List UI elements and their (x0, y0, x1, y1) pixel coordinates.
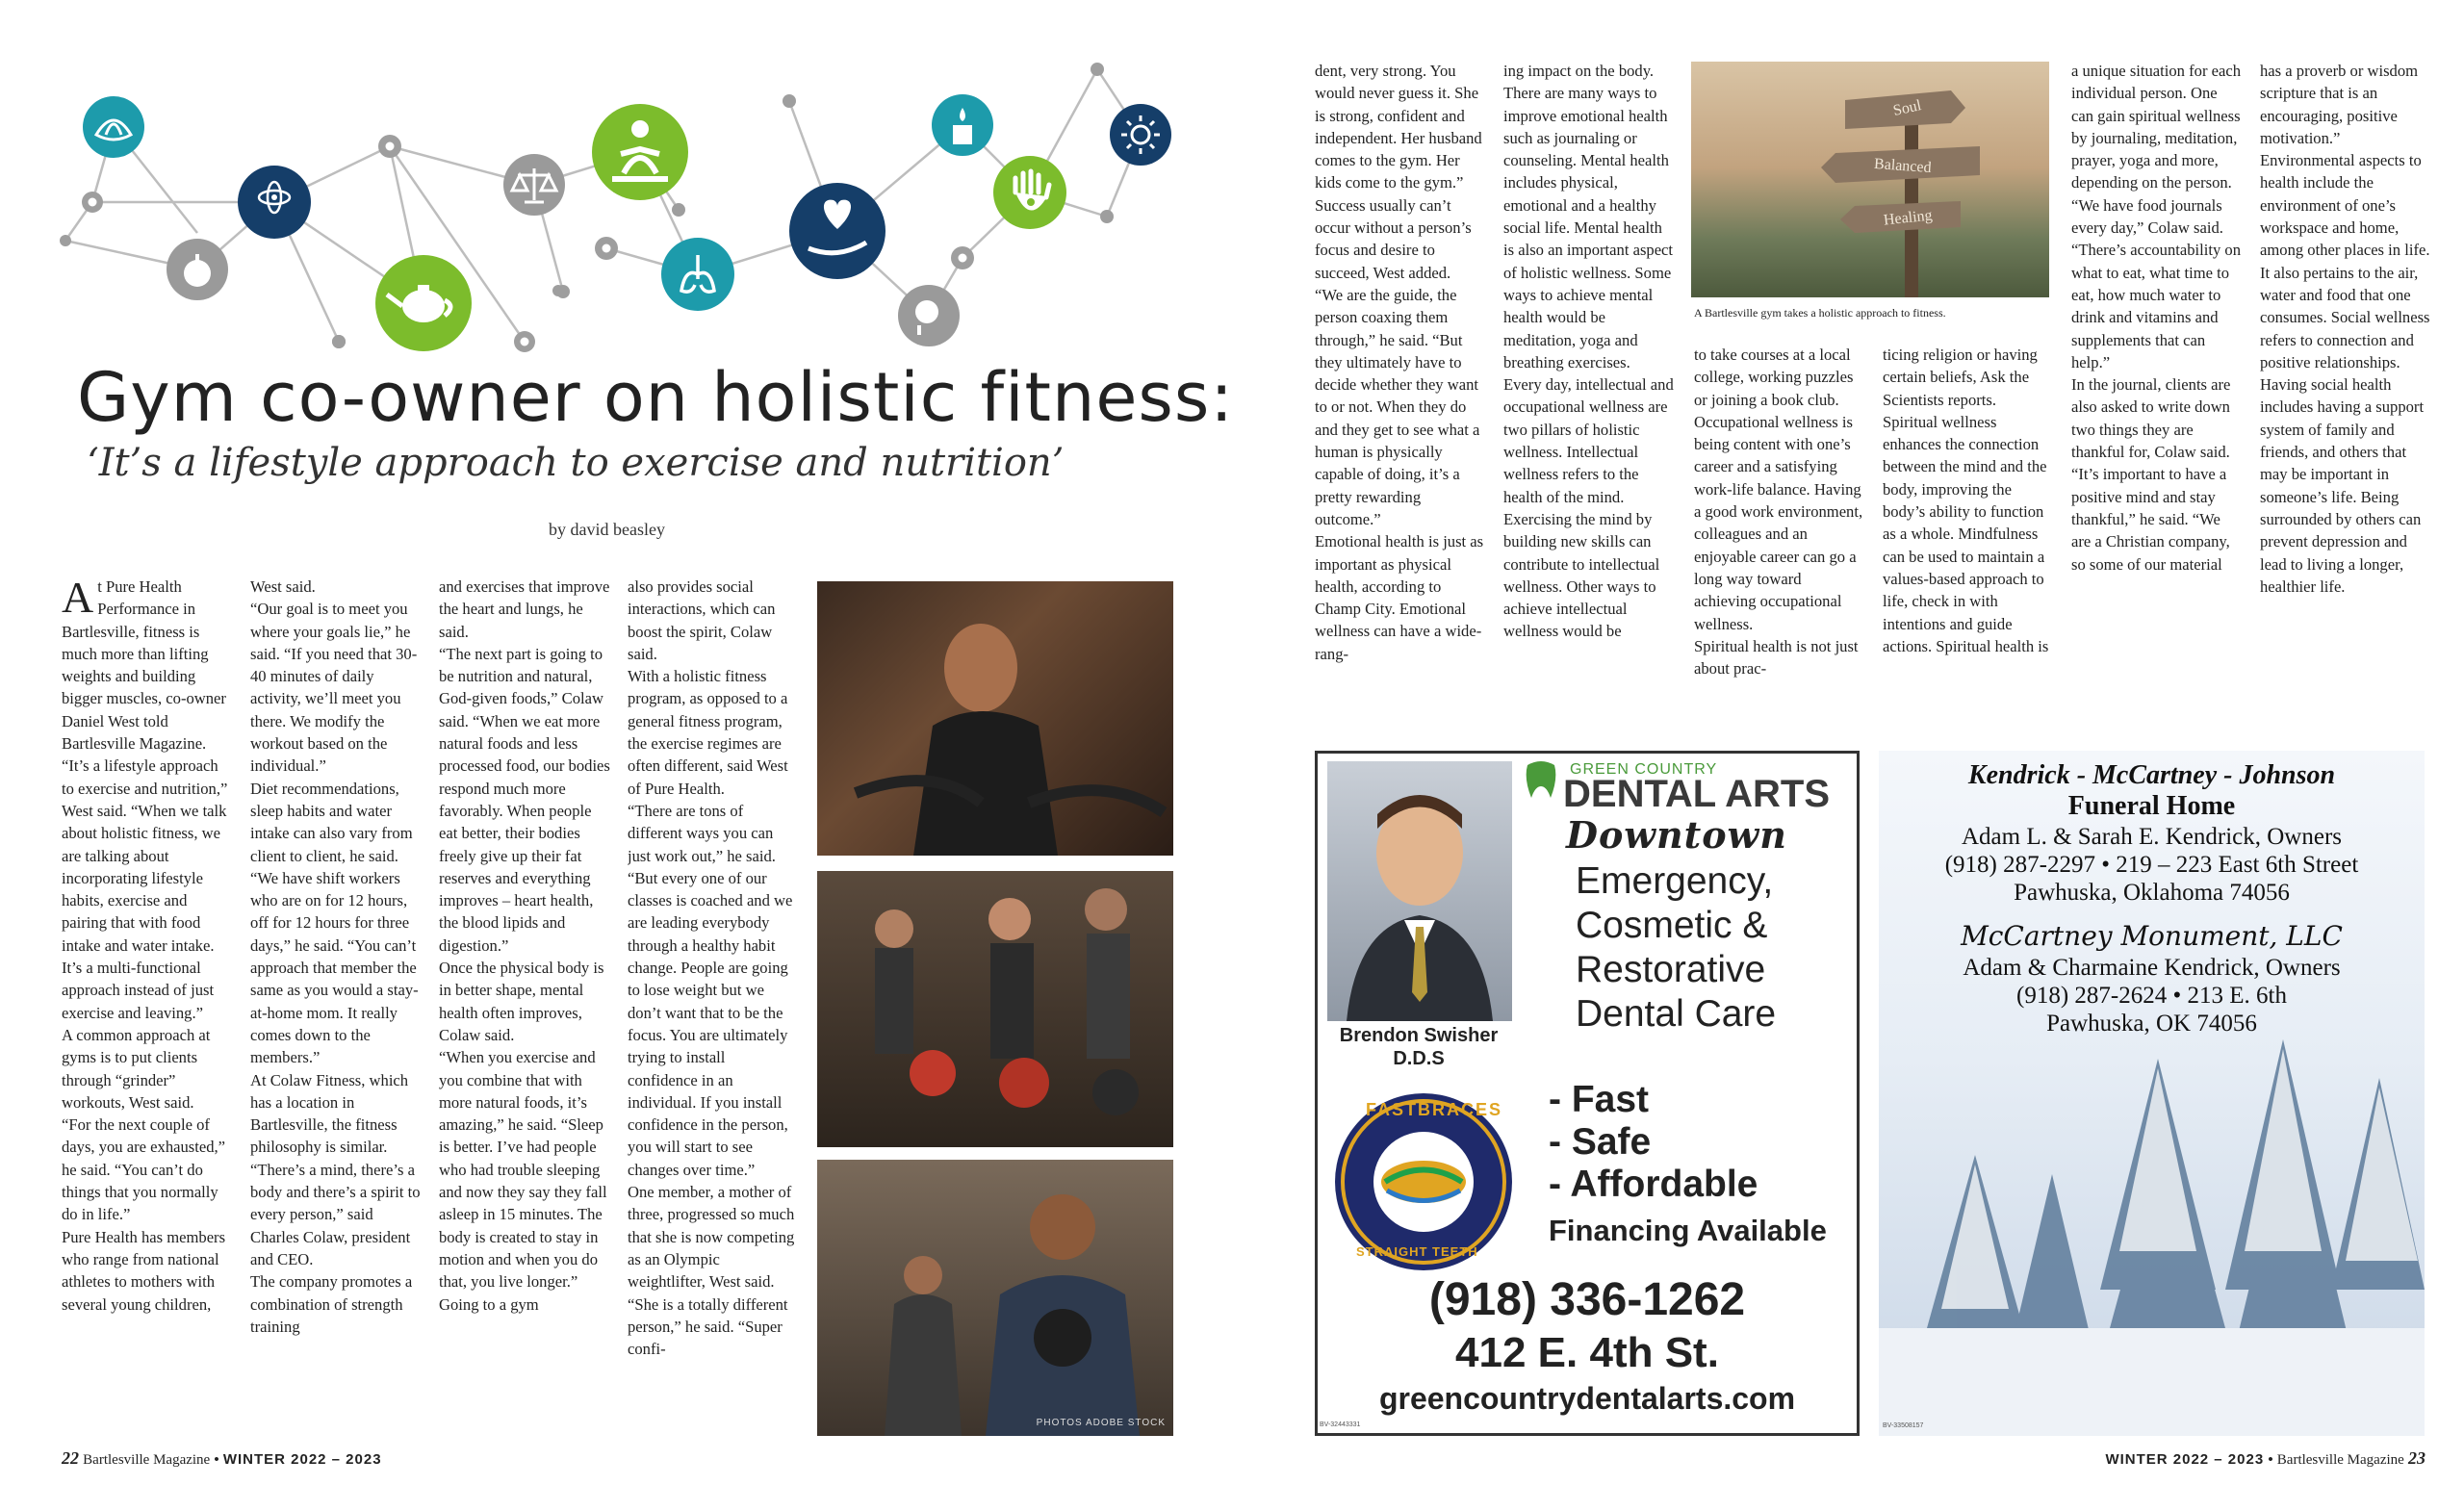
service-restorative: Restorative (1576, 949, 1766, 990)
photo-woman-battle-ropes (817, 581, 1173, 856)
folio-right: WINTER 2022 – 2023 • Bartlesville Magazine 23 (2105, 1448, 2426, 1468)
article-column-5: dent, very strong. You would never guess it. She is strong, confident and independent. Her husband comes to the gym. Her kids come to the gym.” Success usually can’t occur without a person’s focus and desire to succeed, West added. “We are the guide, the person coaxing them through,” he said. “But they ultimately have to decide whether they want to or not. When they do and they get to see what a human is physically capable of doing, it’s a pretty rewarding outcome.” Emotional health is just as important as physical health, according to Champ City. Emotional wellness can have a wide-rang- (1315, 62, 1484, 663)
magazine-name-left: Bartlesville Magazine (83, 1452, 211, 1468)
fastbraces-bottom-text: STRAIGHT TEETH (1356, 1244, 1478, 1259)
fastbraces-badge (1327, 1090, 1520, 1273)
balance-scale-icon (503, 154, 565, 216)
funeral-name: Kendrick - McCartney - Johnson (1967, 760, 2336, 790)
dental-services (1576, 859, 1776, 1037)
photo-caption: A Bartlesville gym takes a holistic approach to fitness. (1694, 306, 1946, 320)
dental-benefits (1549, 1079, 1758, 1206)
dental-phone[interactable]: (918) 336-1262 (1428, 1274, 1746, 1325)
doctor-title: D.D.S (1393, 1048, 1445, 1069)
photo-signpost (1691, 62, 2049, 297)
drop-cap: A (62, 576, 94, 622)
sign-balanced: Balanced (1873, 155, 1933, 177)
monument-owners: Adam & Charmaine Kendrick, Owners (1963, 955, 2341, 981)
teapot-icon (375, 255, 472, 351)
benefit-safe: - Safe (1549, 1121, 1652, 1163)
benefit-fast: - Fast (1549, 1079, 1650, 1120)
funeral-home-ad[interactable] (1879, 751, 2425, 1436)
dental-address: 412 E. 4th St. (1455, 1329, 1719, 1376)
service-dental-care: Dental Care (1576, 993, 1777, 1035)
article-column-7: to take courses at a local college, working puzzles or joining a book club. Occupational wellness is being content with one’s career and a satisfying work-life balance. Having a good work environment, colleagues and an enjoyable career can go a long way toward achieving occupational wellness. Spiritual health is not just about prac- (1694, 346, 1863, 678)
article-title: Gym co-owner on holistic fitness: (77, 358, 1234, 437)
article-column-2: West said. “Our goal is to meet you where your goals lie,” he said. “If you need that 30-40 minutes of daily activity, we’ll meet you there. We modify the workout based on the individual.” Diet recommendations, sleep habits and water intake can also vary from client to client, he said. “We have shift workers who are on for 12 hours, off for 12 hours for three days,” he said. “You can’t approach that member the same as you would a stay-at-home mom. It really comes down to the members.” At Colaw Fitness, which has a location in Bartlesville, the fitness philosophy is similar. “There’s a mind, there’s a body and there’s a spirit to every person,” said Charles Colaw, president and CEO. The company promotes a combination of strength training (250, 577, 421, 1336)
candle-icon (932, 94, 993, 156)
magazine-name-right: Bartlesville Magazine (2276, 1452, 2404, 1468)
article-column-4: also provides social interactions, which can boost the spirit, Colaw said. With a holistic fitness program, as opposed to a general fitness program, the exercise regimes are often different, said West of Pure Health. “There are tons of different ways you can just work out,” he said. “But every one of our classes is coached and we are leading everybody through a healthy habit change. People are going to lose weight but we don’t want that to be the focus. You are ultimately trying to install confidence in an individual. If you install confidence in the person, you will start to see changes over time.” One member, a mother of three, progressed so much that she is now competing as an Olympic weightlifter, West said. “She is a totally different person,” he said. “Super confi- (628, 577, 795, 1359)
funeral-ad-code: BV-33508157 (1883, 1422, 1924, 1429)
monument-phone[interactable]: (918) 287-2624 • 213 E. 6th (2016, 983, 2287, 1009)
article-column-10: has a proverb or wisdom scripture that is an encouraging, positive motivation.” Environmental aspects to health include the environment of one’s workspace and home, among other places in life. It also pertains to the air, water and food that one consumes. Social wellness refers to connection and positive relationships. Having social health includes having a support system of family and friends, and others that may be important in someone’s life. Being surrounded by others can prevent depression and lead to living a longer, healthier life. (2260, 62, 2430, 596)
funeral-city: Pawhuska, Oklahoma 74056 (2014, 880, 2290, 906)
brain-head-icon (898, 285, 960, 346)
folio-left: 22 Bartlesville Magazine • WINTER 2022 – 2023 (62, 1448, 382, 1468)
issue-left: WINTER 2022 – 2023 (222, 1451, 382, 1468)
photo-credit: PHOTOS ADOBE STOCK (1036, 1418, 1166, 1428)
funeral-type: Funeral Home (2067, 791, 2236, 821)
lungs-icon (661, 238, 734, 311)
doctor-photo (1327, 761, 1512, 1021)
sign-healing: Healing (1883, 207, 1934, 229)
benefit-affordable: - Affordable (1549, 1164, 1758, 1205)
sun-icon (1110, 104, 1171, 166)
financing-available: Financing Available (1549, 1214, 1827, 1247)
photo-man-kettlebell (817, 1160, 1173, 1436)
heart-hand-icon (789, 183, 886, 279)
service-cosmetic: Cosmetic & (1576, 905, 1768, 946)
service-emergency: Emergency, (1576, 860, 1774, 902)
funeral-owners: Adam L. & Sarah E. Kendrick, Owners (1961, 824, 2343, 850)
apple-icon (167, 239, 228, 300)
meditation-icon (592, 104, 688, 200)
article-column-6: ing impact on the body. There are many ways to improve emotional health such as journaling or counseling. Mental health includes physical, emotional and a healthy social life. Mental health is also an important aspect of holistic wellness. Some ways to achieve mental health would be meditation, yoga and breathing exercises. Every day, intellectual and occupational wellness are two pillars of holistic wellness. Intellectual wellness refers to the health of the mind. Exercising the mind by building new skills can contribute to intellectual wellness. Other ways to achieve intellectual wellness would be (1503, 62, 1674, 641)
dental-arts-ad[interactable] (1315, 751, 1860, 1436)
lotus-icon (83, 96, 144, 158)
dental-location: Downtown (1566, 813, 1787, 857)
article-column-8: ticing religion or having certain beliefs, Ask the Scientists reports. Spiritual wellness enhances the connection between the mind and the body, improving the body’s ability to function as a whole. Mindfulness can be used to maintain a values-based approach to life, check in with intentions and guide actions. Spiritual health is (1883, 346, 2049, 655)
issue-right: WINTER 2022 – 2023 (2105, 1451, 2265, 1468)
monument-name: McCartney Monument, LLC (1961, 920, 2343, 952)
dental-website[interactable]: greencountrydentalarts.com (1378, 1381, 1796, 1416)
dental-brand-top: GREEN COUNTRY (1570, 761, 1718, 778)
fastbraces-top-text: FASTBRACES (1366, 1100, 1503, 1119)
head-atom-icon (238, 166, 311, 239)
article-column-9: a unique situation for each individual person. One can gain spiritual wellness by journaling, meditation, prayer, yoga and more, depending on the person. “We have food journals every day,” Colaw said. “There’s accountability on what to eat, what time to eat, how much water to drink and vitamins and supplements that can help.” In the journal, clients are also asked to write down two things they are thankful for, Colaw said. “It’s important to have a positive mind and stay thankful,” he said. “We are a Christian company, so some of our material (2071, 62, 2242, 574)
photo-kettlebell-class (817, 871, 1173, 1147)
dental-ad-code: BV-32443331 (1320, 1421, 1361, 1428)
article-column-3: and exercises that improve the heart and lungs, he said. “The next part is going to be nutrition and natural, God-given foods,” Colaw said. “When we eat more natural foods and less processed food, our bodies respond much more favorably. When people eat better, their bodies freely give up their fat reserves and everything improves – heart health, the blood lipids and digestion.” Once the physical body is in better shape, mental health often improves, Colaw said. “When you exercise and you combine that with more natural foods, it’s amazing,” he said. “Sleep is better. I’ve had people who had trouble sleeping and now they say they fall asleep in 15 minutes. The body is created to stay in motion and when you do that, you live longer.” Going to a gym (439, 577, 610, 1314)
doctor-name: Brendon Swisher (1339, 1025, 1499, 1046)
dental-brand: DENTAL ARTS (1563, 773, 1831, 815)
monument-city: Pawhuska, OK 74056 (2046, 1011, 2257, 1037)
page-number-right: 23 (2408, 1448, 2426, 1468)
article-subtitle: ‘It’s a lifestyle approach to exercise and nutrition’ (87, 441, 1065, 485)
article-column-1: A t Pure Health Performance in Bartlesville, fitness is much more than lifting weights and building bigger muscles, co-owner Daniel West told Bartlesville Magazine. “It’s a lifestyle approach to exercise and nutrition,” West said. “When we talk about holistic fitness, we are talking about incorporating lifestyle habits, exercise and pairing that with food intake and water intake. It’s a multi-functional approach instead of just exercise and leaving.” A common approach at gyms is to put clients through “grinder” workouts, West said. “For the next couple of days, you are exhausted,” he said. “You can’t do things that you normally do in life.” Pure Health has members who range from national athletes to mothers with several young children, (62, 576, 228, 1314)
holistic-icons-network (0, 0, 1213, 414)
sign-soul: Soul (1891, 97, 1923, 119)
page-number-left: 22 (62, 1448, 79, 1468)
hamsa-icon (993, 156, 1066, 229)
byline: by david beasley (549, 520, 665, 539)
tooth-logo-icon (1522, 759, 1560, 802)
funeral-phone[interactable]: (918) 287-2297 • 219 – 223 East 6th Street (1944, 852, 2359, 878)
